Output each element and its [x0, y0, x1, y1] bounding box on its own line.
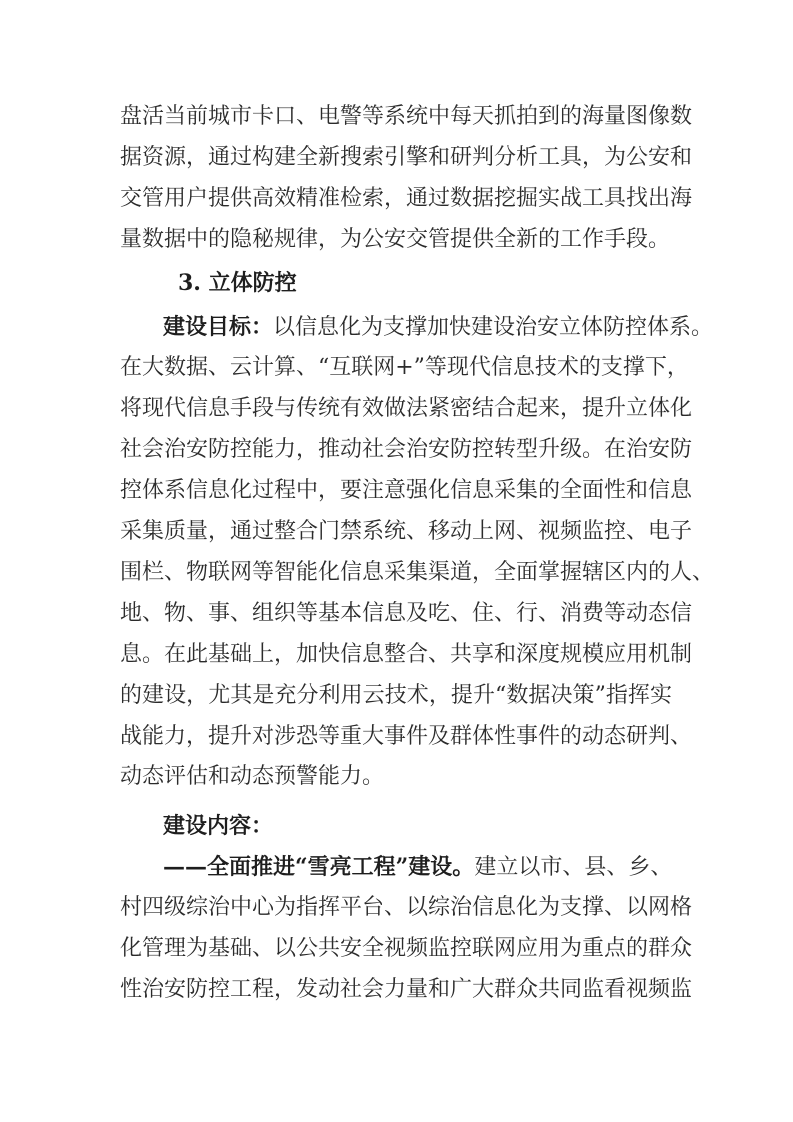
text-line	[120, 103, 693, 131]
text-line	[163, 812, 672, 840]
body-text: 盘活当前城市卡口、电警等系统中每天抓拍到的海量图像数	[120, 104, 693, 129]
text-line	[120, 723, 693, 751]
section-heading	[178, 269, 297, 297]
body-text: 控体系信息化过程中，要注意强化信息采集的全面性和信息	[120, 478, 693, 503]
text-line	[120, 354, 689, 382]
body-text: 动态评估和动态预警能力。	[120, 764, 385, 789]
text-line	[120, 436, 693, 464]
text-line	[163, 853, 672, 881]
text-line	[120, 976, 693, 1004]
body-text: 将现代信息手段与传统有效做法紧密结合起来，提升立体化	[120, 396, 693, 421]
text-line	[120, 518, 693, 546]
text-line	[120, 226, 672, 254]
body-text: 村四级综治中心为指挥平台、以综治信息化为支撑、以网格	[120, 895, 693, 920]
text-line	[120, 559, 715, 587]
text-line	[120, 894, 693, 922]
bold-text: 建设目标：	[163, 314, 274, 340]
text-line	[120, 682, 672, 710]
body-text: 社会治安防控能力，推动社会治安防控转型升级。在治安防	[120, 437, 693, 462]
bold-text: 3. 立体防控	[178, 270, 297, 296]
body-text: 采集质量，通过整合门禁系统、移动上网、视频监控、电子	[120, 519, 693, 544]
text-line	[120, 144, 693, 172]
body-text: 性治安防控工程，发动社会力量和广大群众共同监看视频监	[120, 977, 693, 1002]
body-text: 在大数据、云计算、“互联网+”等现代信息技术的支撑下，	[120, 355, 689, 380]
body-text: 建立以市、县、乡、	[474, 855, 673, 880]
text-line	[120, 935, 693, 963]
body-text: 息。在此基础上，加快信息整合、共享和深度规模应用机制	[120, 642, 693, 667]
body-text: 交管用户提供高效精准检索，通过数据挖掘实战工具找出海	[120, 186, 693, 211]
body-text: 据资源，通过构建全新搜索引擎和研判分析工具，为公安和	[120, 145, 693, 170]
text-line	[120, 641, 693, 669]
text-line	[120, 763, 672, 791]
body-text: 围栏、物联网等智能化信息采集渠道，全面掌握辖区内的人、	[120, 560, 715, 585]
text-line	[120, 185, 693, 213]
body-text: 量数据中的隐秘规律，为公安交管提供全新的工作手段。	[120, 227, 671, 252]
body-text: 的建设，尤其是充分利用云技术，提升“数据决策”指挥实	[120, 683, 672, 708]
text-line	[120, 477, 693, 505]
body-text: 战能力，提升对涉恐等重大事件及群体性事件的动态研判、	[120, 724, 693, 749]
body-text: 地、物、事、组织等基本信息及吃、住、行、消费等动态信	[120, 601, 693, 626]
bold-text: 建设内容：	[163, 813, 274, 839]
text-line	[120, 395, 693, 423]
text-line	[120, 600, 693, 628]
bold-text: ——全面推进“雪亮工程”建设。	[163, 854, 475, 880]
body-text: 以信息化为支撑加快建设治安立体防控体系。	[273, 315, 714, 340]
body-text: 化管理为基础、以公共安全视频监控联网应用为重点的群众	[120, 936, 693, 961]
text-line	[163, 313, 714, 341]
